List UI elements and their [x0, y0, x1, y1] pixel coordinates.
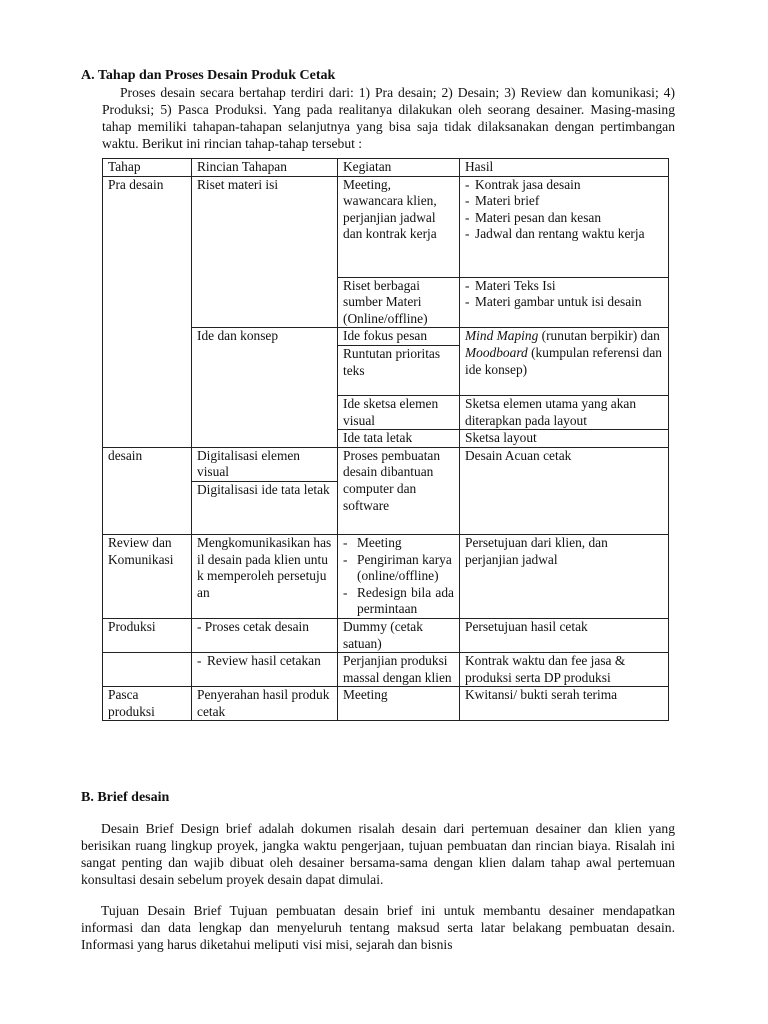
- table-row: [103, 176, 669, 277]
- kegiatan-perjanjian: Perjanjian produksi massal dengan klien: [338, 653, 460, 687]
- rincian-review-hasil: [192, 653, 338, 687]
- tahap-pasca: Pasca produksi: [103, 687, 192, 721]
- rincian-mengkomunikasikan: Mengkomunikasikan hasil desain pada klien untuk memperoleh persetujuan: [192, 534, 338, 618]
- list-item: - Meeting: [343, 535, 454, 552]
- list-item: - Jadwal dan rentang waktu kerja: [465, 226, 663, 243]
- kegiatan-review: [338, 534, 460, 618]
- table-row: [103, 653, 669, 687]
- kegiatan-proses-pembuatan: Proses pembuatan desain dibantuan computer dan software: [338, 447, 460, 534]
- list-item: - Materi gambar untuk isi desain: [465, 294, 663, 311]
- table-header-row: [103, 159, 669, 177]
- table-row: [103, 534, 669, 618]
- tahap-desain: desain: [103, 447, 192, 534]
- tahap-empty: [103, 653, 192, 687]
- kegiatan-dummy: Dummy (cetak satuan): [338, 618, 460, 652]
- kegiatan-meeting: Meeting, wawancara klien, perjanjian jadwal dan kontrak kerja: [338, 176, 460, 277]
- rincian-list: [197, 653, 332, 670]
- section-a-heading: A. Tahap dan Proses Desain Produk Cetak: [81, 68, 336, 83]
- kegiatan-ide-fokus: Ide fokus pesan: [338, 328, 460, 346]
- header-hasil: Hasil: [460, 159, 669, 177]
- header-kegiatan: Kegiatan: [338, 159, 460, 177]
- hasil-kontrak-waktu: Kontrak waktu dan fee jasa & produksi serta DP produksi: [460, 653, 669, 687]
- kegiatan-meeting-pasca: Meeting: [338, 687, 460, 721]
- hasil-sketsa-layout: Sketsa layout: [460, 430, 669, 448]
- hasil-desain-acuan: Desain Acuan cetak: [460, 447, 669, 534]
- kegiatan-list: [343, 535, 454, 618]
- hasil-persetujuan-cetak: Persetujuan hasil cetak: [460, 618, 669, 652]
- hasil-mindmap: Mind Maping (runutan berpikir) dan Moodboard (kumpulan referensi dan ide konsep): [460, 328, 669, 396]
- hasil-persetujuan-klien: Persetujuan dari klien, dan perjanjian jadwal: [460, 534, 669, 618]
- rincian-proses-cetak: - Proses cetak desain: [192, 618, 338, 652]
- tahap-pra-desain: Pra desain: [103, 176, 192, 447]
- list-item: - Redesign bila ada permintaan: [343, 585, 454, 618]
- hasil-kwitansi: Kwitansi/ bukti serah terima: [460, 687, 669, 721]
- process-table: [102, 158, 669, 721]
- list-item: - Pengiriman karya (online/offline): [343, 552, 454, 585]
- list-item: - Materi Teks Isi: [465, 278, 663, 295]
- tahap-review: Review dan Komunikasi: [103, 534, 192, 618]
- list-item: - Materi brief: [465, 193, 663, 210]
- hasil-pra-1: [460, 176, 669, 277]
- hasil-sketsa-elemen: Sketsa elemen utama yang akan diterapkan pada layout: [460, 395, 669, 429]
- rincian-ide-konsep: Ide dan konsep: [192, 328, 338, 447]
- list-item: - Kontrak jasa desain: [465, 177, 663, 194]
- rincian-penyerahan: Penyerahan hasil produk cetak: [192, 687, 338, 721]
- table-row: [103, 447, 669, 481]
- table-row: [103, 687, 669, 721]
- tahap-produksi: Produksi: [103, 618, 192, 652]
- section-a-intro: Proses desain secara bertahap terdiri dari: 1) Pra desain; 2) Desain; 3) Review dan komunikasi; 4) Produksi; 5) Pasca Produksi. Yang pada realitanya dilakukan oleh seorang desainer. Masing-masing tahap memiliki tahapan-tahapan selanjutnya yang bisa saja tidak dilaksanakan dengan pertimbangan waktu. Berikut ini rincian tahap-tahap tersebut :: [102, 85, 675, 151]
- rincian-digital-elemen: Digitalisasi elemen visual: [192, 447, 338, 481]
- rincian-riset-materi: Riset materi isi: [192, 176, 338, 328]
- kegiatan-riset-sumber: Riset berbagai sumber Materi (Online/offline): [338, 277, 460, 328]
- section-b-heading: B. Brief desain: [81, 790, 170, 805]
- hasil-pra-2: [460, 277, 669, 328]
- header-rincian: Rincian Tahapan: [192, 159, 338, 177]
- hasil-list: [465, 177, 663, 243]
- kegiatan-ide-tata-letak: Ide tata letak: [338, 430, 460, 448]
- list-item: - Review hasil cetakan: [197, 653, 332, 670]
- rincian-digital-tata-letak: Digitalisasi ide tata letak: [192, 481, 338, 534]
- section-b-para-1: Desain Brief Design brief adalah dokumen risalah desain dari pertemuan desainer dan klien yang berisikan ruang lingkup proyek, jangka waktu pengerjaan, tujuan pembuatan dan rincian biaya. Risalah ini sangat penting dan wajib dibuat oleh desainer bersama-sama dengan klien dalam tahap awal pertemuan konsultasi desain sebelum proyek desain dapat dimulai.: [81, 821, 675, 887]
- kegiatan-runtutan: Runtutan prioritas teks: [338, 345, 460, 395]
- list-item: - Materi pesan dan kesan: [465, 210, 663, 227]
- hasil-list: [465, 278, 663, 311]
- header-tahap: Tahap: [103, 159, 192, 177]
- section-b-para-2: Tujuan Desain Brief Tujuan pembuatan desain brief ini untuk membantu desainer mendapatkan informasi dan data lengkap dan menyeluruh tentang maksud serta latar belakang pembuatan desain. Informasi yang harus diketahui meliputi visi misi, sejarah dan bisnis: [81, 903, 675, 952]
- table-row: [103, 618, 669, 652]
- kegiatan-ide-sketsa: Ide sketsa elemen visual: [338, 395, 460, 429]
